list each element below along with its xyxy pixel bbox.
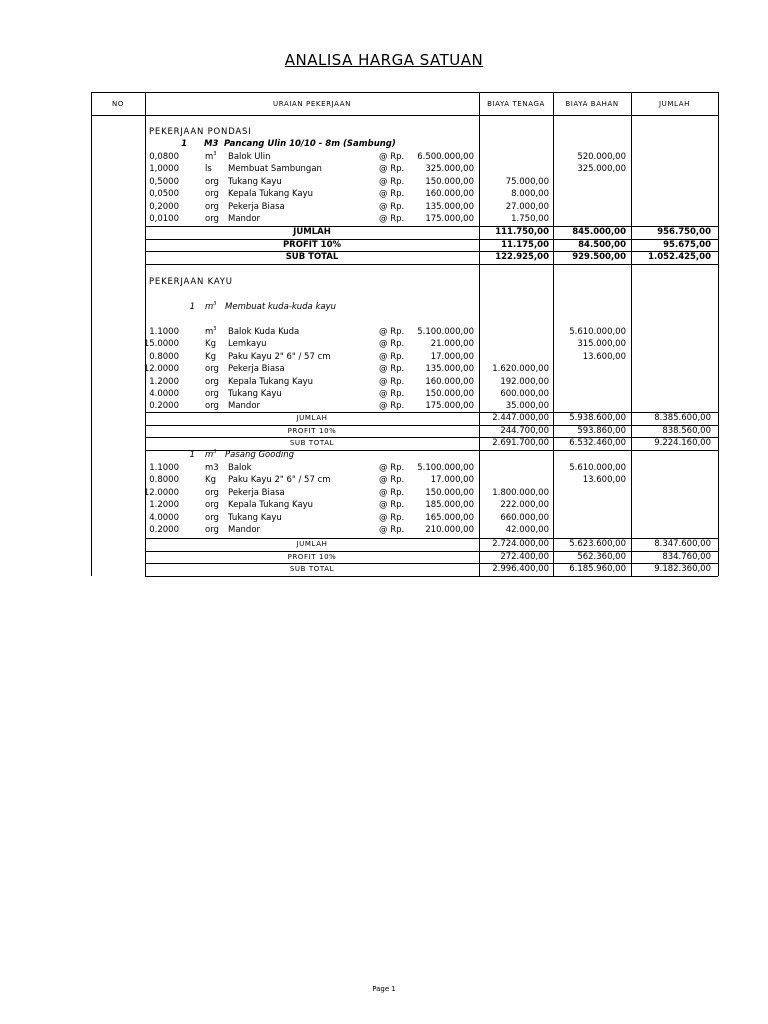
at-rp: @ Rp. (379, 376, 405, 387)
unit: org (205, 500, 219, 511)
superscript: 3 (213, 301, 217, 308)
cost-labor: 600.000,00 (500, 389, 549, 399)
item-name: Balok Ulin (228, 152, 271, 162)
at-rp: @ Rp. (379, 327, 405, 337)
unit-price: 185.000,00 (425, 500, 474, 511)
total-material: 929.500,00 (572, 252, 626, 262)
cost-material: 325.000,00 (577, 164, 626, 175)
unit-price: 160.000,00 (425, 189, 474, 200)
item-quantity: 1 (189, 450, 195, 460)
total-amount: 1.052.425,00 (648, 252, 711, 262)
at-rp: @ Rp. (379, 525, 405, 535)
total-labor: 2.447.000,00 (492, 413, 549, 423)
total-material: 6.185.960,00 (569, 564, 626, 574)
cost-labor: 1.800.000,00 (492, 487, 549, 498)
cost-labor: 660.000,00 (500, 512, 549, 523)
cost-material: 5.610.000,00 (569, 463, 626, 473)
total-labor: 122.925,00 (495, 252, 549, 262)
total-amount: 8.347.600,00 (654, 539, 711, 549)
total-label: PROFIT 10% (287, 552, 337, 561)
cost-labor: 27.000,00 (505, 201, 549, 212)
unit-price: 325.000,00 (425, 164, 474, 175)
row-divider (145, 576, 718, 577)
item-name: Paku Kayu 2" 6" / 57 cm (228, 475, 331, 486)
unit: Kg (205, 351, 216, 362)
unit: org (205, 189, 219, 200)
unit: org (205, 201, 219, 212)
cost-labor: 1.750,00 (511, 214, 549, 224)
total-material: 845.000,00 (572, 227, 626, 237)
at-rp: @ Rp. (379, 364, 405, 375)
at-rp: @ Rp. (379, 487, 405, 498)
unit-price: 175.000,00 (425, 214, 474, 224)
item-name: Paku Kayu 2" 6" / 57 cm (228, 351, 331, 362)
unit: $m^3$ (205, 151, 217, 162)
coefficient: 0,5000 (149, 176, 179, 187)
cost-labor: 222.000,00 (500, 500, 549, 511)
at-rp: @ Rp. (379, 401, 405, 412)
coefficient: 12.0000 (143, 364, 179, 375)
coefficient: 1.2000 (149, 376, 179, 387)
superscript: 3 (213, 151, 217, 158)
total-labor: 2.724.000,00 (492, 539, 549, 549)
cost-material: 13.600,00 (582, 475, 626, 486)
unit: Kg (205, 339, 216, 350)
total-labor: 111.750,00 (495, 227, 549, 237)
total-labor: 2.691.700,00 (492, 438, 549, 448)
col-header-uraian: URAIAN PEKERJAAN (145, 92, 479, 116)
item-name: Balok Kuda Kuda (228, 327, 300, 337)
total-material: 562.360,00 (577, 551, 626, 562)
total-labor: 272.400,00 (500, 551, 549, 562)
cost-material: 520.000,00 (577, 152, 626, 162)
total-label: JUMLAH (293, 227, 331, 237)
item-name: Membuat Sambungan (228, 164, 322, 175)
item-name: Pekerja Biasa (228, 487, 285, 498)
item-unit: $m^3$ (205, 449, 217, 460)
unit: org (205, 525, 219, 535)
unit: org (205, 176, 219, 187)
document-title: ANALISA HARGA SATUAN (284, 51, 484, 69)
unit: org (205, 487, 219, 498)
row-divider (145, 264, 718, 265)
item-name: Lemkayu (228, 339, 267, 350)
cost-material: 315.000,00 (577, 339, 626, 350)
at-rp: @ Rp. (379, 176, 405, 187)
unit-price: 5.100.000,00 (417, 327, 474, 337)
cost-labor: 192.000,00 (500, 376, 549, 387)
unit-price: 135.000,00 (425, 364, 474, 375)
unit-price: 6.500.000,00 (417, 152, 474, 162)
total-label: PROFIT 10% (282, 239, 342, 250)
item-quantity: 1 (189, 302, 195, 312)
unit-price: 210.000,00 (425, 525, 474, 535)
unit-price: 135.000,00 (425, 201, 474, 212)
at-rp: @ Rp. (379, 500, 405, 511)
unit-price: 17.000,00 (430, 475, 474, 486)
unit: Kg (205, 475, 216, 486)
at-rp: @ Rp. (379, 351, 405, 362)
column-divider (718, 92, 719, 576)
total-material: 6.532.460,00 (569, 438, 626, 448)
item-name: Balok (228, 463, 252, 473)
total-label: SUB TOTAL (289, 439, 335, 447)
coefficient: 1,0000 (149, 164, 179, 175)
unit: ls (205, 164, 212, 175)
item-name: Tukang Kayu (228, 512, 282, 523)
unit-price: 165.000,00 (425, 512, 474, 523)
at-rp: @ Rp. (379, 164, 405, 175)
coefficient: 4.0000 (149, 389, 179, 399)
total-amount: 956.750,00 (657, 227, 711, 237)
total-label: JUMLAH (296, 414, 328, 422)
unit: org (205, 401, 219, 412)
item-description: Pasang Gooding (225, 450, 294, 460)
item-name: Pekerja Biasa (228, 364, 285, 375)
item-name: Mandor (228, 214, 261, 224)
at-rp: @ Rp. (379, 512, 405, 523)
unit: org (205, 364, 219, 375)
total-label: PROFIT 10% (287, 426, 337, 435)
cost-labor: 42.000,00 (505, 525, 549, 535)
coefficient: 0.2000 (149, 401, 179, 412)
total-amount: 8.385.600,00 (654, 413, 711, 423)
section-heading: PEKERJAAN KAYU (149, 277, 233, 287)
unit-price: 175.000,00 (425, 401, 474, 412)
at-rp: @ Rp. (379, 214, 405, 224)
column-divider (631, 92, 632, 576)
cost-material: 5.610.000,00 (569, 327, 626, 337)
coefficient: 1.1000 (149, 463, 179, 473)
coefficient: 0.8000 (149, 351, 179, 362)
cost-labor: 75.000,00 (505, 176, 549, 187)
total-amount: 834.760,00 (662, 551, 711, 562)
coefficient: 0.2000 (149, 525, 179, 535)
item-name: Tukang Kayu (228, 176, 282, 187)
coefficient: 4.0000 (149, 512, 179, 523)
total-labor: 244.700,00 (500, 425, 549, 436)
analysis-table (91, 92, 718, 576)
coefficient: 1.2000 (149, 500, 179, 511)
col-header-bahan: BIAYA BAHAN (553, 92, 631, 116)
coefficient: 1.1000 (149, 327, 179, 337)
coefficient: 0,0800 (149, 152, 179, 162)
unit: $m^3$ (205, 326, 217, 337)
total-label: JUMLAH (296, 540, 328, 548)
total-amount: 95.675,00 (663, 239, 711, 250)
unit: org (205, 512, 219, 523)
at-rp: @ Rp. (379, 201, 405, 212)
cost-material: 13.600,00 (582, 351, 626, 362)
total-labor: 11.175,00 (501, 239, 549, 250)
item-name: Pekerja Biasa (228, 201, 285, 212)
unit-price: 5.100.000,00 (417, 463, 474, 473)
item-name: Mandor (228, 525, 261, 535)
cost-labor: 35.000,00 (505, 401, 549, 412)
cost-labor: 8.000,00 (511, 189, 549, 200)
item-quantity: 1 (181, 139, 187, 149)
at-rp: @ Rp. (379, 152, 405, 162)
total-label: SUB TOTAL (289, 565, 335, 573)
unit-price: 150.000,00 (425, 176, 474, 187)
unit: org (205, 389, 219, 399)
at-rp: @ Rp. (379, 389, 405, 399)
unit-price: 160.000,00 (425, 376, 474, 387)
at-rp: @ Rp. (379, 189, 405, 200)
superscript: 3 (213, 326, 217, 333)
coefficient: 0.8000 (149, 475, 179, 486)
total-material: 84.500,00 (578, 239, 626, 250)
at-rp: @ Rp. (379, 463, 405, 473)
at-rp: @ Rp. (379, 475, 405, 486)
total-material: 5.623.600,00 (569, 539, 626, 549)
col-header-no: NO (91, 92, 145, 116)
coefficient: 0,0500 (149, 189, 179, 200)
at-rp: @ Rp. (379, 339, 405, 350)
item-name: Mandor (228, 401, 261, 412)
cost-labor: 1.620.000,00 (492, 364, 549, 375)
item-name: Tukang Kayu (228, 389, 282, 399)
unit-price: 150.000,00 (425, 487, 474, 498)
coefficient: 0,0100 (149, 214, 179, 224)
total-labor: 2.996.400,00 (492, 564, 549, 574)
unit: org (205, 376, 219, 387)
unit: org (205, 214, 219, 224)
item-unit: M3 (204, 139, 219, 149)
item-description: Pancang Ulin 10/10 - 8m (Sambung) (224, 139, 396, 149)
unit: m3 (205, 463, 219, 473)
item-name: Kepala Tukang Kayu (228, 500, 314, 511)
total-amount: 838.560,00 (662, 425, 711, 436)
total-material: 5.938.600,00 (569, 413, 626, 423)
coefficient: 15.0000 (143, 339, 179, 350)
total-material: 593.860,00 (577, 425, 626, 436)
coefficient: 12.0000 (143, 487, 179, 498)
total-amount: 9.182.360,00 (654, 564, 711, 574)
page-number: Page 1 (372, 985, 396, 993)
unit-price: 21.000,00 (430, 339, 474, 350)
total-amount: 9.224.160,00 (654, 438, 711, 448)
superscript: 3 (213, 449, 217, 456)
item-description: Membuat kuda-kuda kayu (225, 302, 337, 312)
section-heading: PEKERJAAN PONDASI (149, 127, 252, 137)
total-label: SUB TOTAL (285, 252, 339, 262)
col-header-jumlah: JUMLAH (631, 92, 718, 116)
column-divider (91, 92, 92, 576)
unit-price: 17.000,00 (430, 351, 474, 362)
item-name: Kepala Tukang Kayu (228, 376, 314, 387)
col-header-tenaga: BIAYA TENAGA (479, 92, 553, 116)
item-name: Kepala Tukang Kayu (228, 189, 314, 200)
item-unit: $m^3$ (205, 301, 217, 312)
unit-price: 150.000,00 (425, 389, 474, 399)
coefficient: 0,2000 (149, 201, 179, 212)
